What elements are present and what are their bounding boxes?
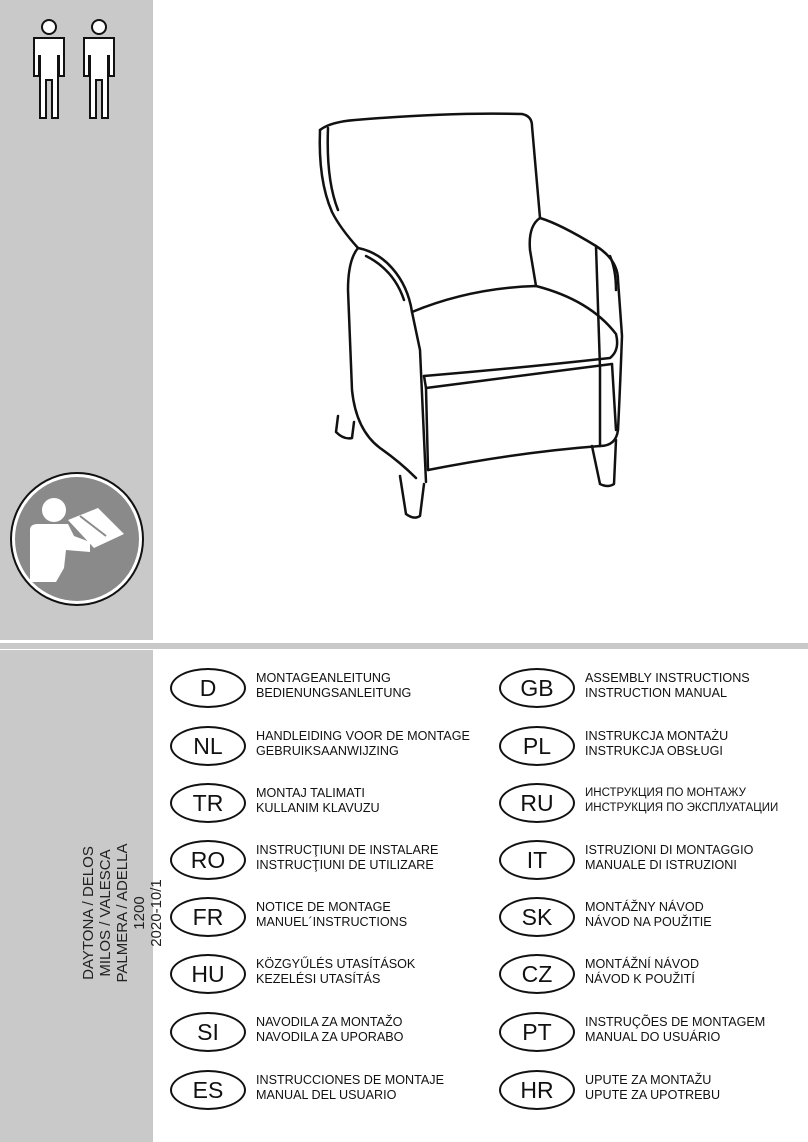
language-subtitle: KULLANIM KLAVUZU [256, 801, 380, 815]
language-code-badge: HU [170, 954, 246, 994]
language-title: MONTÁŽNY NÁVOD [585, 900, 704, 914]
language-code-badge: RO [170, 840, 246, 880]
language-title: KÖZGYŰLÉS UTASÍTÁSOK [256, 957, 416, 971]
language-subtitle: MANUAL DEL USUARIO [256, 1088, 397, 1102]
horizontal-divider [0, 643, 808, 649]
language-title: UPUTE ZA MONTAŽU [585, 1073, 712, 1087]
language-title: NOTICE DE MONTAGE [256, 900, 391, 914]
two-person-assembly-icon [26, 18, 126, 122]
language-subtitle: ИНСТРУКЦИЯ ПО ЭКСПЛУАТАЦИИ [585, 802, 779, 814]
language-subtitle: MANUEL´INSTRUCTIONS [256, 915, 408, 929]
language-title: ИНСТРУКЦИЯ ПО МОНТАЖУ [585, 787, 746, 799]
language-subtitle: NAVODILA ZA UPORABO [256, 1030, 404, 1044]
language-subtitle: NÁVOD K POUŽITÍ [585, 972, 695, 986]
language-code-badge: NL [170, 726, 246, 766]
language-code-badge: RU [499, 783, 575, 823]
language-subtitle: MANUALE DI ISTRUZIONI [585, 858, 737, 872]
language-code-badge: PT [499, 1012, 575, 1052]
language-code-badge: D [170, 668, 246, 708]
language-subtitle: INSTRUCŢIUNI DE UTILIZARE [256, 858, 434, 872]
language-code-badge: HR [499, 1070, 575, 1110]
language-title: INSTRUKCJA MONTAŻU [585, 729, 729, 743]
model-line: 2020-10/1 [148, 879, 165, 947]
language-code-badge: TR [170, 783, 246, 823]
language-subtitle: NÁVOD NA POUŽITIE [585, 915, 712, 929]
language-title: ASSEMBLY INSTRUCTIONS [585, 671, 750, 685]
language-title: NAVODILA ZA MONTAŽO [256, 1015, 403, 1029]
language-code-badge: IT [499, 840, 575, 880]
language-title: HANDLEIDING VOOR DE MONTAGE [256, 729, 470, 743]
language-code-badge: GB [499, 668, 575, 708]
armchair-illustration [300, 100, 650, 530]
language-code-badge: PL [499, 726, 575, 766]
read-instructions-icon [8, 470, 146, 608]
language-title: MONTÁŽNÍ NÁVOD [585, 957, 700, 971]
language-subtitle: UPUTE ZA UPOTREBU [585, 1088, 721, 1102]
language-subtitle: GEBRUIKSAANWIJZING [256, 744, 399, 758]
language-code-badge: FR [170, 897, 246, 937]
model-line: DAYTONA / DELOS [80, 846, 97, 980]
language-code-badge: CZ [499, 954, 575, 994]
model-info [30, 823, 165, 1003]
language-subtitle: KEZELÉSI UTASÍTÁS [256, 972, 381, 986]
language-code-badge: ES [170, 1070, 246, 1110]
language-subtitle: INSTRUCTION MANUAL [585, 686, 728, 700]
language-code-badge: SI [170, 1012, 246, 1052]
model-line: 1200 [131, 896, 148, 930]
model-line: PALMERA / ADELLA [114, 843, 131, 983]
language-title: INSTRUCCIONES DE MONTAJE [256, 1073, 444, 1087]
language-subtitle: INSTRUKCJA OBSŁUGI [585, 744, 723, 758]
model-line: MILOS / VALESCA [97, 849, 114, 977]
language-title: INSTRUCŢIUNI DE INSTALARE [256, 843, 439, 857]
language-title: INSTRUÇÕES DE MONTAGEM [585, 1015, 766, 1029]
language-subtitle: MANUAL DO USUÁRIO [585, 1030, 721, 1044]
language-title: MONTAGEANLEITUNG [256, 671, 391, 685]
language-subtitle: BEDIENUNGSANLEITUNG [256, 686, 412, 700]
language-title: MONTAJ TALIMATI [256, 786, 365, 800]
language-title: ISTRUZIONI DI MONTAGGIO [585, 843, 754, 857]
language-code-badge: SK [499, 897, 575, 937]
